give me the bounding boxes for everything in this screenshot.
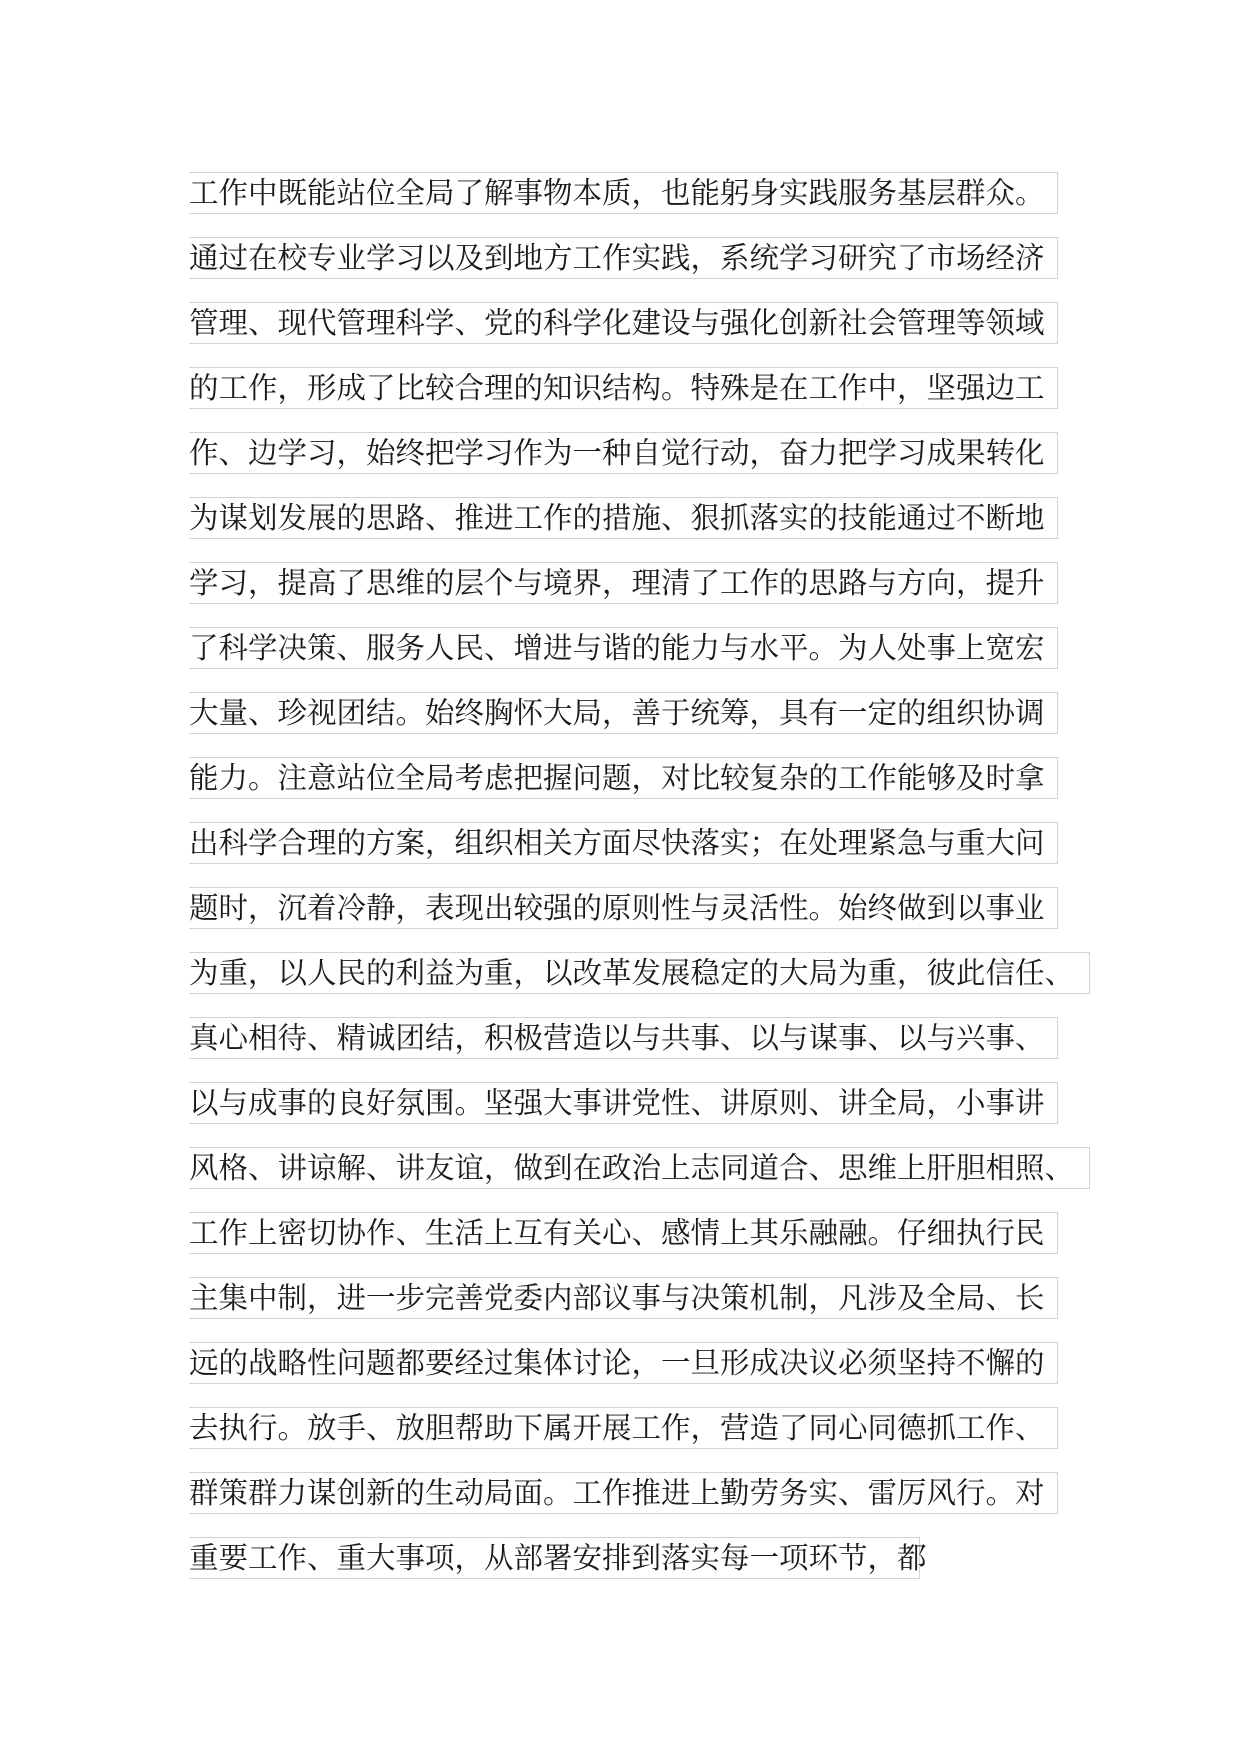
line-text: 出科学合理的方案，组织相关方面尽快落实；在处理紧急与重大问 xyxy=(189,822,1058,864)
line-text: 群策群力谋创新的生动局面。工作推进上勤劳务实、雷厉风行。对 xyxy=(189,1472,1058,1514)
text-line xyxy=(189,627,1089,692)
line-text: 管理、现代管理科学、党的科学化建设与强化创新社会管理等领域 xyxy=(189,302,1058,344)
text-line xyxy=(189,1147,1089,1212)
text-line xyxy=(189,562,1089,627)
line-text: 了科学决策、服务人民、增进与谐的能力与水平。为人处事上宽宏 xyxy=(189,627,1058,669)
line-text: 大量、珍视团结。始终胸怀大局，善于统筹，具有一定的组织协调 xyxy=(189,692,1058,734)
text-line xyxy=(189,757,1089,822)
text-line xyxy=(189,1277,1089,1342)
line-text: 去执行。放手、放胆帮助下属开展工作，营造了同心同德抓工作、 xyxy=(189,1407,1058,1449)
text-line xyxy=(189,1212,1089,1277)
text-line xyxy=(189,172,1089,237)
text-line xyxy=(189,1472,1089,1537)
text-line xyxy=(189,1082,1089,1147)
line-text: 工作上密切协作、生活上互有关心、感情上其乐融融。仔细执行民 xyxy=(189,1212,1058,1254)
text-line xyxy=(189,302,1089,367)
line-text: 工作中既能站位全局了解事物本质，也能躬身实践服务基层群众。 xyxy=(189,172,1058,214)
line-text: 题时，沉着冷静，表现出较强的原则性与灵活性。始终做到以事业 xyxy=(189,887,1058,929)
text-line xyxy=(189,432,1089,497)
text-line xyxy=(189,1017,1089,1082)
text-line xyxy=(189,1537,1089,1602)
text-line xyxy=(189,367,1089,432)
line-text: 能力。注意站位全局考虑把握问题，对比较复杂的工作能够及时拿 xyxy=(189,757,1058,799)
text-line xyxy=(189,497,1089,562)
text-line xyxy=(189,1407,1089,1472)
text-line xyxy=(189,822,1089,887)
line-text: 为重，以人民的利益为重，以改革发展稳定的大局为重，彼此信任、 xyxy=(189,952,1090,994)
text-line xyxy=(189,887,1089,952)
line-text: 以与成事的良好氛围。坚强大事讲党性、讲原则、讲全局，小事讲 xyxy=(189,1082,1058,1124)
text-line xyxy=(189,237,1089,302)
line-text: 主集中制，进一步完善党委内部议事与决策机制，凡涉及全局、长 xyxy=(189,1277,1058,1319)
text-line xyxy=(189,1342,1089,1407)
text-line xyxy=(189,692,1089,757)
line-text: 真心相待、精诚团结，积极营造以与共事、以与谋事、以与兴事、 xyxy=(189,1017,1058,1059)
line-text: 为谋划发展的思路、推进工作的措施、狠抓落实的技能通过不断地 xyxy=(189,497,1058,539)
body-text xyxy=(189,172,1089,1602)
line-text: 的工作，形成了比较合理的知识结构。特殊是在工作中，坚强边工 xyxy=(189,367,1058,409)
text-line xyxy=(189,952,1089,1017)
line-text: 远的战略性问题都要经过集体讨论，一旦形成决议必须坚持不懈的 xyxy=(189,1342,1058,1384)
line-text: 通过在校专业学习以及到地方工作实践，系统学习研究了市场经济 xyxy=(189,237,1058,279)
line-text: 重要工作、重大事项，从部署安排到落实每一项环节，都 xyxy=(189,1537,920,1579)
line-text: 作、边学习，始终把学习作为一种自觉行动，奋力把学习成果转化 xyxy=(189,432,1058,474)
line-text: 风格、讲谅解、讲友谊，做到在政治上志同道合、思维上肝胆相照、 xyxy=(189,1147,1090,1189)
line-text: 学习，提高了思维的层个与境界，理清了工作的思路与方向，提升 xyxy=(189,562,1058,604)
